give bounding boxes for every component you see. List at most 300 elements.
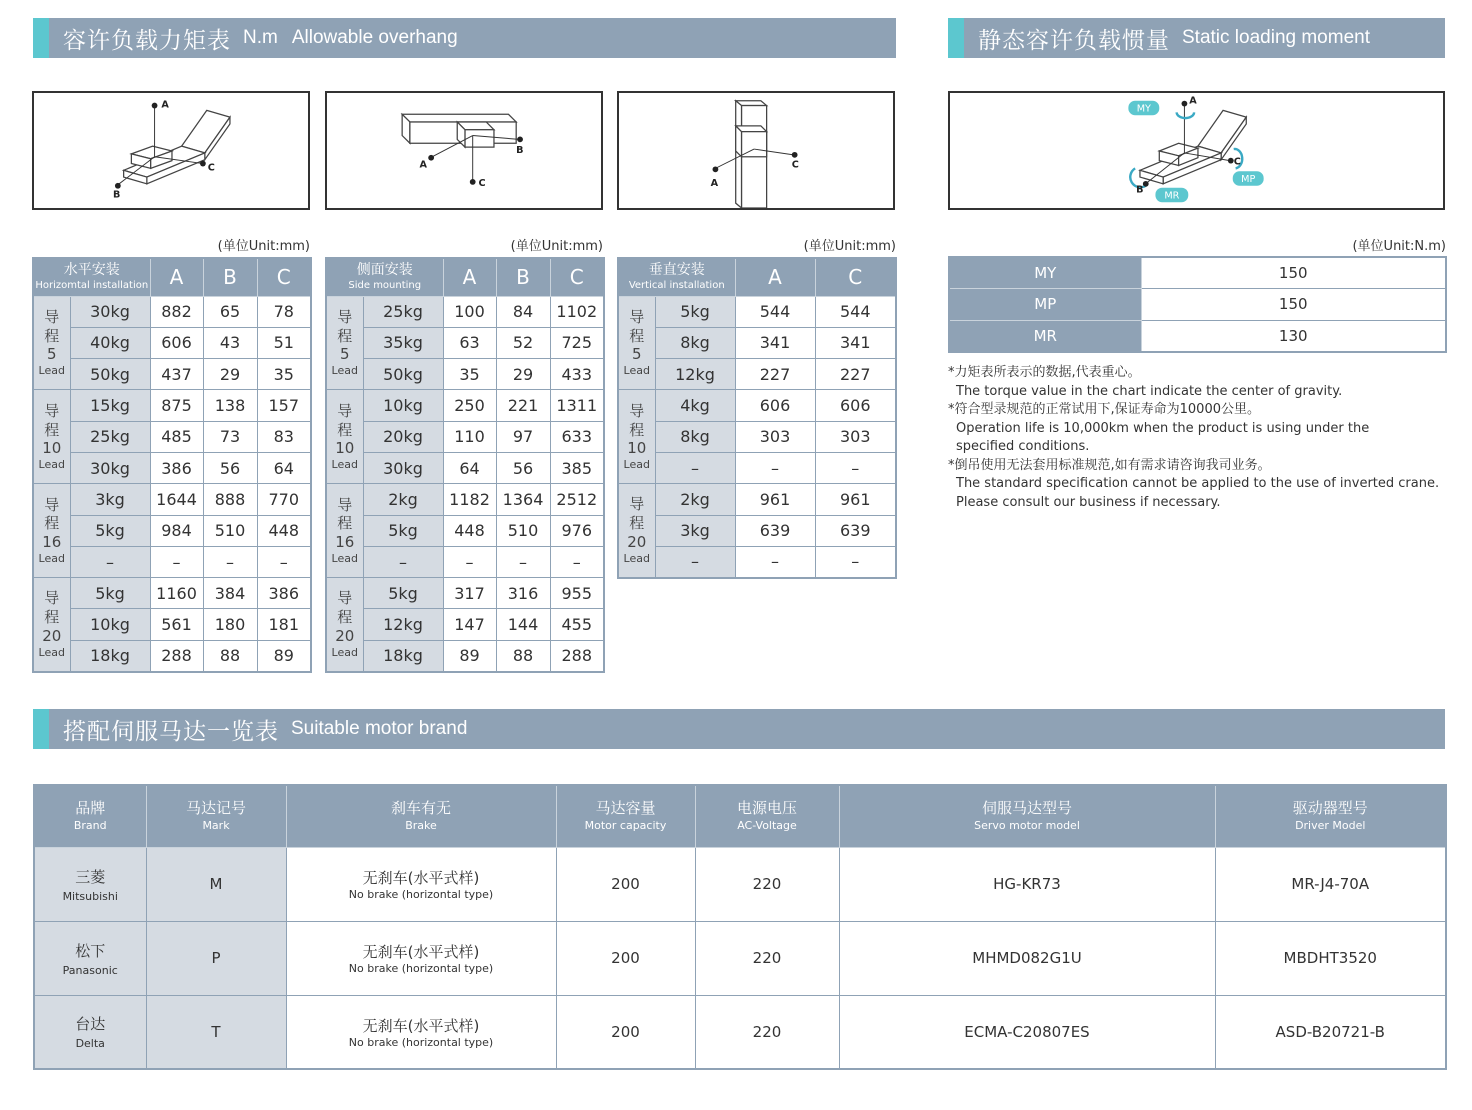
value-b-cell: 221: [496, 390, 550, 421]
lead-en: Lead: [38, 364, 65, 378]
overhang-title-en: Allowable overhang: [291, 27, 458, 48]
banner-accent: [948, 18, 964, 58]
value-c-cell: 961: [815, 484, 896, 515]
value-a-cell: 386: [150, 452, 203, 483]
value-a-cell: 882: [150, 296, 203, 327]
col-c-header: C: [815, 258, 896, 296]
table-row: [33, 515, 311, 546]
lead-en: Lead: [38, 645, 65, 659]
lead-cell: [33, 390, 70, 484]
value-a-cell: 35: [443, 359, 496, 390]
load-weight-cell: –: [655, 546, 735, 577]
lead-cell: [618, 296, 655, 390]
lead-num: 20: [335, 626, 355, 645]
load-weight-cell: 3kg: [655, 515, 735, 546]
moment-value: 150: [1141, 257, 1446, 289]
table-row: [33, 359, 311, 390]
table-row: [326, 327, 604, 358]
label-a: A: [1189, 95, 1197, 107]
static-moment-table: [948, 256, 1447, 353]
table-row: [618, 546, 896, 577]
value-b-cell: 88: [496, 640, 550, 671]
col-c-header: C: [257, 258, 311, 296]
overhang-banner: [33, 18, 896, 58]
table-row: [33, 452, 311, 483]
motor-title-en: Suitable motor brand: [291, 718, 468, 739]
label-b: B: [516, 144, 524, 156]
load-weight-cell: 5kg: [70, 515, 150, 546]
table-row: [618, 390, 896, 421]
load-weight-cell: 2kg: [655, 484, 735, 515]
value-c-cell: 35: [257, 359, 311, 390]
lead-num: 5: [339, 345, 350, 364]
servo-header: 伺服马达型号 Servo motor model: [839, 785, 1215, 847]
table-row: [33, 609, 311, 640]
lead-cn: 导程: [629, 307, 645, 345]
brake-cell: 无刹车(水平式样) No brake (horizontal type): [286, 921, 556, 995]
capacity-header: 马达容量 Motor capacity: [556, 785, 695, 847]
load-weight-cell: 4kg: [655, 390, 735, 421]
table-row: [33, 546, 311, 577]
value-a-cell: 63: [443, 327, 496, 358]
value-c-cell: 455: [550, 609, 604, 640]
motor-title: 搭配伺服马达一览表: [63, 718, 279, 745]
unit-label: (单位Unit:mm): [217, 239, 310, 254]
moment-diagram: [948, 91, 1445, 210]
value-b-cell: 138: [203, 390, 257, 421]
lead-num: 16: [335, 533, 355, 552]
value-c-cell: 639: [815, 515, 896, 546]
servo-cell: MHMD082G1U: [839, 921, 1215, 995]
note-en: The standard specification cannot be applied to the use of inverted crane.: [956, 476, 1440, 491]
mark-cell: M: [146, 847, 286, 921]
load-weight-cell: 40kg: [70, 327, 150, 358]
value-b-cell: 316: [496, 578, 550, 609]
vertical-axis-illustration: [619, 93, 893, 208]
value-c-cell: 976: [550, 515, 604, 546]
load-weight-cell: 10kg: [70, 609, 150, 640]
value-b-cell: 510: [203, 515, 257, 546]
value-c-cell: 433: [550, 359, 604, 390]
value-a-cell: 110: [443, 421, 496, 452]
col-b-header: B: [203, 258, 257, 296]
install-type-header: 侧面安装 Side mounting: [326, 258, 443, 296]
load-weight-cell: 25kg: [363, 296, 443, 327]
lead-num: 10: [335, 439, 355, 458]
label-a: A: [161, 99, 169, 111]
lead-en: Lead: [623, 551, 650, 565]
value-c-cell: 83: [257, 421, 311, 452]
value-a-cell: –: [150, 546, 203, 577]
label-a: A: [419, 159, 428, 171]
value-c-cell: 64: [257, 452, 311, 483]
lead-cn: 导程: [44, 495, 60, 533]
value-a-cell: 64: [443, 452, 496, 483]
note-cn: *力矩表所表示的数据,代表重心。: [948, 365, 1141, 380]
driver-cell: MBDHT3520: [1215, 921, 1446, 995]
table-header: [33, 258, 311, 296]
note-cn: *符合型录规范的正常试用下,保证寿命为10000公里。: [948, 402, 1260, 417]
table-row: [326, 609, 604, 640]
value-c-cell: –: [257, 546, 311, 577]
voltage-header: 电源电压 AC-Voltage: [695, 785, 839, 847]
label-a: A: [710, 177, 719, 189]
table-row: [326, 390, 604, 421]
lead-num: 5: [46, 345, 57, 364]
value-a-cell: 227: [735, 359, 815, 390]
servo-cell: ECMA-C20807ES: [839, 995, 1215, 1069]
value-c-cell: 448: [257, 515, 311, 546]
value-c-cell: 633: [550, 421, 604, 452]
lead-en: Lead: [623, 364, 650, 378]
mark-cell: T: [146, 995, 286, 1069]
brake-cell: 无刹车(水平式样) No brake (horizontal type): [286, 847, 556, 921]
lead-num: 5: [631, 345, 642, 364]
value-a-cell: 606: [735, 390, 815, 421]
load-weight-cell: 50kg: [70, 359, 150, 390]
value-a-cell: 341: [735, 327, 815, 358]
load-weight-cell: 12kg: [655, 359, 735, 390]
load-weight-cell: 5kg: [363, 515, 443, 546]
moment-banner: [948, 18, 1445, 58]
value-b-cell: 1364: [496, 484, 550, 515]
driver-header: 驱动器型号 Driver Model: [1215, 785, 1446, 847]
value-c-cell: –: [550, 546, 604, 577]
lead-cn: 导程: [629, 495, 645, 533]
table-row: [33, 327, 311, 358]
table-row: [949, 257, 1446, 289]
badge-mr: MR: [1164, 190, 1180, 202]
value-c-cell: –: [815, 546, 896, 577]
value-a-cell: 288: [150, 640, 203, 671]
note-en: Operation life is 10,000km when the product is using under the: [956, 420, 1370, 436]
moment-key: MR: [949, 320, 1141, 352]
capacity-cell: 200: [556, 921, 695, 995]
driver-cell: ASD-B20721-B: [1215, 995, 1446, 1069]
side-load-table: [325, 257, 605, 673]
value-b-cell: 73: [203, 421, 257, 452]
table-row: [326, 640, 604, 671]
value-a-cell: 1644: [150, 484, 203, 515]
load-weight-cell: 3kg: [70, 484, 150, 515]
moment-value: 150: [1141, 289, 1446, 321]
table-row: [326, 359, 604, 390]
col-c-header: C: [550, 258, 604, 296]
value-a-cell: 437: [150, 359, 203, 390]
value-a-cell: 561: [150, 609, 203, 640]
value-c-cell: 1102: [550, 296, 604, 327]
load-weight-cell: 5kg: [70, 578, 150, 609]
value-b-cell: 88: [203, 640, 257, 671]
value-a-cell: 448: [443, 515, 496, 546]
load-weight-cell: 30kg: [70, 452, 150, 483]
load-weight-cell: 5kg: [655, 296, 735, 327]
value-b-cell: 43: [203, 327, 257, 358]
table-row: [618, 515, 896, 546]
lead-cn: 导程: [337, 307, 353, 345]
value-c-cell: 2512: [550, 484, 604, 515]
value-a-cell: –: [443, 546, 496, 577]
lead-cell: [618, 390, 655, 484]
unit-label: (单位Unit:mm): [510, 239, 603, 254]
table-row: [618, 327, 896, 358]
table-row: [618, 296, 896, 327]
value-a-cell: 984: [150, 515, 203, 546]
col-a-header: A: [443, 258, 496, 296]
load-weight-cell: 30kg: [70, 296, 150, 327]
load-weight-cell: –: [655, 452, 735, 483]
install-type-header: 垂直安装 Vertical installation: [618, 258, 735, 296]
value-b-cell: 56: [203, 452, 257, 483]
lead-en: Lead: [331, 364, 358, 378]
value-c-cell: 288: [550, 640, 604, 671]
install-type-header: 水平安装 Horizomtal installation: [33, 258, 150, 296]
capacity-cell: 200: [556, 995, 695, 1069]
value-a-cell: 544: [735, 296, 815, 327]
table-row: [618, 452, 896, 483]
moment-key: MP: [949, 289, 1141, 321]
table-row: [326, 452, 604, 483]
load-weight-cell: 10kg: [363, 390, 443, 421]
lead-num: 16: [42, 533, 62, 552]
table-header: [34, 785, 1446, 847]
table-row: [618, 359, 896, 390]
mark-header: 马达记号 Mark: [146, 785, 286, 847]
lead-en: Lead: [623, 458, 650, 472]
lead-cn: 导程: [44, 589, 60, 627]
load-weight-cell: 50kg: [363, 359, 443, 390]
note-en: specified conditions.: [956, 439, 1090, 454]
badge-my: MY: [1136, 103, 1151, 115]
load-weight-cell: 15kg: [70, 390, 150, 421]
table-row: [326, 546, 604, 577]
lead-cn: 导程: [337, 495, 353, 533]
value-c-cell: 78: [257, 296, 311, 327]
vertical-diagram: [617, 91, 895, 210]
label-c: C: [791, 159, 799, 171]
side-diagram: [325, 91, 603, 210]
value-c-cell: 89: [257, 640, 311, 671]
value-a-cell: 317: [443, 578, 496, 609]
value-a-cell: 147: [443, 609, 496, 640]
value-c-cell: 1311: [550, 390, 604, 421]
table-row: [33, 640, 311, 671]
load-weight-cell: 2kg: [363, 484, 443, 515]
lead-cell: [33, 578, 70, 672]
lead-cn: 导程: [629, 401, 645, 439]
value-a-cell: –: [735, 452, 815, 483]
value-c-cell: 544: [815, 296, 896, 327]
voltage-cell: 220: [695, 921, 839, 995]
table-row: [618, 484, 896, 515]
value-a-cell: 485: [150, 421, 203, 452]
voltage-cell: 220: [695, 995, 839, 1069]
value-c-cell: 303: [815, 421, 896, 452]
label-b: B: [113, 189, 121, 201]
brand-header: 品牌 Brand: [34, 785, 146, 847]
col-b-header: B: [496, 258, 550, 296]
lead-cn: 导程: [44, 307, 60, 345]
label-b: B: [1136, 184, 1144, 196]
note-cn: *倒吊使用无法套用标准规范,如有需求请咨询我司业务。: [948, 457, 1271, 473]
banner-accent: [33, 18, 49, 58]
side-axis-illustration: [327, 93, 601, 208]
load-weight-cell: 35kg: [363, 327, 443, 358]
value-c-cell: 51: [257, 327, 311, 358]
servo-cell: HG-KR73: [839, 847, 1215, 921]
table-row: [33, 296, 311, 327]
load-weight-cell: 5kg: [363, 578, 443, 609]
lead-cn: 导程: [44, 401, 60, 439]
value-a-cell: 639: [735, 515, 815, 546]
value-c-cell: 341: [815, 327, 896, 358]
value-c-cell: 157: [257, 390, 311, 421]
voltage-cell: 220: [695, 847, 839, 921]
table-row: [33, 421, 311, 452]
value-a-cell: –: [735, 546, 815, 577]
lead-num: 20: [42, 626, 62, 645]
lead-num: 20: [627, 532, 647, 551]
col-a-header: A: [735, 258, 815, 296]
value-a-cell: 100: [443, 296, 496, 327]
table-row: [326, 296, 604, 327]
value-a-cell: 303: [735, 421, 815, 452]
moment-title-en: Static loading moment: [1182, 27, 1370, 48]
value-b-cell: 56: [496, 452, 550, 483]
moment-key: MY: [949, 257, 1141, 289]
value-b-cell: 144: [496, 609, 550, 640]
value-a-cell: 961: [735, 484, 815, 515]
table-row: [326, 515, 604, 546]
motor-banner: [33, 709, 1445, 749]
table-row: [326, 578, 604, 609]
load-weight-cell: 8kg: [655, 421, 735, 452]
value-c-cell: 181: [257, 609, 311, 640]
load-weight-cell: 18kg: [363, 640, 443, 671]
lead-cell: [326, 578, 363, 672]
table-row: [33, 484, 311, 515]
value-a-cell: 89: [443, 640, 496, 671]
lead-cell: [33, 296, 70, 390]
table-row: [618, 421, 896, 452]
load-weight-cell: 20kg: [363, 421, 443, 452]
lead-cn: 导程: [337, 401, 353, 439]
load-weight-cell: –: [70, 546, 150, 577]
table-row: [33, 578, 311, 609]
table-row: [34, 921, 1446, 995]
overhang-unit: N.m: [243, 27, 278, 48]
overhang-title: 容许负载力矩表: [63, 27, 231, 54]
brake-cell: 无刹车(水平式样) No brake (horizontal type): [286, 995, 556, 1069]
value-a-cell: 875: [150, 390, 203, 421]
note-en: Please consult our business if necessary.: [956, 494, 1221, 510]
load-weight-cell: 12kg: [363, 609, 443, 640]
lead-cn: 导程: [337, 589, 353, 627]
lead-cell: [326, 296, 363, 390]
table-row: [33, 390, 311, 421]
load-weight-cell: 18kg: [70, 640, 150, 671]
lead-en: Lead: [38, 551, 65, 565]
value-b-cell: 97: [496, 421, 550, 452]
moment-axis-illustration: [950, 93, 1443, 208]
value-b-cell: 52: [496, 327, 550, 358]
value-b-cell: 29: [496, 359, 550, 390]
value-c-cell: 606: [815, 390, 896, 421]
brand-cell: 台达 Delta: [34, 995, 146, 1069]
col-a-header: A: [150, 258, 203, 296]
load-weight-cell: 8kg: [655, 327, 735, 358]
note-en: The torque value in the chart indicate the center of gravity.: [956, 383, 1343, 399]
brake-header: 刹车有无 Brake: [286, 785, 556, 847]
value-b-cell: 29: [203, 359, 257, 390]
lead-en: Lead: [331, 551, 358, 565]
horizontal-diagram: [32, 91, 310, 210]
value-c-cell: –: [815, 452, 896, 483]
horizontal-axis-illustration: [34, 93, 308, 208]
value-b-cell: 384: [203, 578, 257, 609]
load-weight-cell: 30kg: [363, 452, 443, 483]
table-row: [949, 320, 1446, 352]
brand-cell: 三菱 Mitsubishi: [34, 847, 146, 921]
lead-cell: [33, 484, 70, 578]
lead-cell: [326, 390, 363, 484]
moment-value: 130: [1141, 320, 1446, 352]
load-weight-cell: 25kg: [70, 421, 150, 452]
lead-en: Lead: [331, 458, 358, 472]
label-c: C: [478, 177, 486, 189]
lead-num: 10: [627, 439, 647, 458]
table-row: [949, 289, 1446, 321]
label-c: C: [207, 162, 215, 174]
table-header: [618, 258, 896, 296]
lead-num: 10: [42, 439, 62, 458]
value-b-cell: 888: [203, 484, 257, 515]
value-b-cell: 65: [203, 296, 257, 327]
table-row: [326, 421, 604, 452]
badge-mp: MP: [1241, 173, 1256, 185]
value-b-cell: –: [496, 546, 550, 577]
value-c-cell: 386: [257, 578, 311, 609]
motor-table: [33, 784, 1447, 1070]
value-c-cell: 770: [257, 484, 311, 515]
mark-cell: P: [146, 921, 286, 995]
value-c-cell: 385: [550, 452, 604, 483]
value-c-cell: 227: [815, 359, 896, 390]
value-a-cell: 1182: [443, 484, 496, 515]
label-c: C: [1233, 156, 1241, 168]
load-weight-cell: –: [363, 546, 443, 577]
value-c-cell: 955: [550, 578, 604, 609]
value-b-cell: 510: [496, 515, 550, 546]
table-row: [34, 995, 1446, 1069]
value-c-cell: 725: [550, 327, 604, 358]
table-row: [34, 847, 1446, 921]
vertical-load-table: [617, 257, 897, 579]
notes: [948, 364, 1445, 512]
horizontal-load-table: [32, 257, 312, 673]
unit-label: (单位Unit:mm): [803, 239, 896, 254]
banner-accent: [33, 709, 49, 749]
lead-cell: [618, 484, 655, 578]
value-a-cell: 606: [150, 327, 203, 358]
unit-label: (单位Unit:N.m): [1352, 239, 1446, 254]
value-a-cell: 250: [443, 390, 496, 421]
driver-cell: MR-J4-70A: [1215, 847, 1446, 921]
lead-en: Lead: [38, 458, 65, 472]
lead-en: Lead: [331, 645, 358, 659]
brand-cell: 松下 Panasonic: [34, 921, 146, 995]
table-row: [326, 484, 604, 515]
